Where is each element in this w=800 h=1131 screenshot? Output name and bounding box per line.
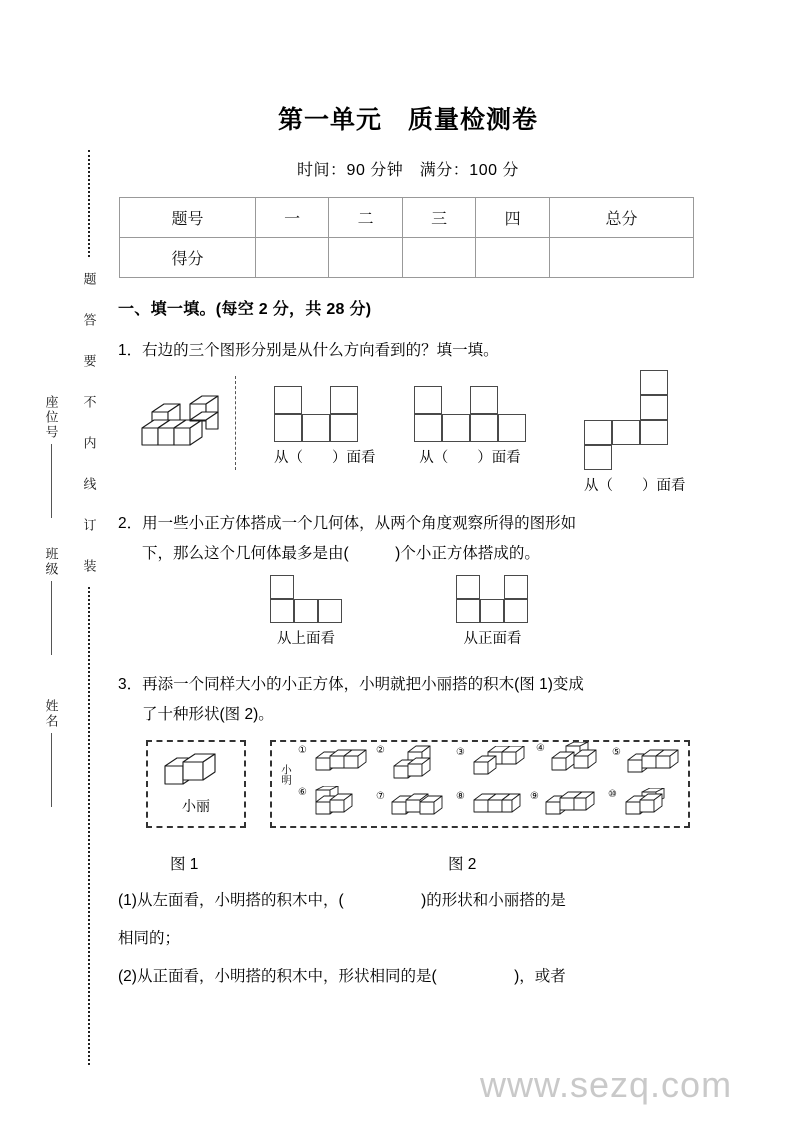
shape-item-6 bbox=[298, 786, 366, 824]
view-b-caption: 从（ ）面看 bbox=[419, 450, 521, 466]
shape-number-8: ⑧ bbox=[456, 791, 465, 802]
view-c bbox=[584, 370, 686, 495]
grid-cell bbox=[414, 414, 442, 442]
subquestion-1-line-1: (1)从左面看，小明搭的积木中，( )的形状和小丽搭的是 bbox=[118, 892, 566, 909]
shape-number-1: ① bbox=[298, 745, 307, 756]
shape-number-7: ⑦ bbox=[376, 791, 385, 802]
watermark: www.sezq.com bbox=[480, 1064, 733, 1105]
grid-cell bbox=[470, 386, 498, 414]
grid-cell bbox=[456, 575, 480, 599]
shape-item-5 bbox=[612, 746, 686, 780]
grid-cell bbox=[302, 414, 330, 442]
shape-item-10 bbox=[608, 788, 680, 822]
view-front bbox=[456, 575, 528, 648]
solid-3d-figure bbox=[138, 382, 233, 460]
shape-item-2 bbox=[376, 744, 444, 786]
grid-cell bbox=[274, 386, 302, 414]
shape-number-3: ③ bbox=[456, 747, 465, 758]
question-1-prompt: 右边的三个图形分别是从什么方向看到的？填一填。 bbox=[142, 342, 499, 359]
view-a-caption: 从（ ）面看 bbox=[274, 450, 376, 466]
view-b-grid bbox=[414, 386, 526, 442]
question-3-number: 3． bbox=[118, 676, 143, 693]
score-table-row-header: 题号 bbox=[120, 198, 256, 238]
score-table-col-header: 四 bbox=[476, 198, 550, 238]
shape-number-4: ④ bbox=[536, 743, 545, 754]
shape-item-7 bbox=[376, 790, 452, 822]
name-label: 姓名 bbox=[43, 699, 59, 729]
figure-1-caption: 图 1 bbox=[170, 856, 199, 873]
score-table-col-header: 一 bbox=[255, 198, 329, 238]
question-3-line-1 bbox=[118, 670, 698, 700]
page-title: 第一单元 质量检测卷 bbox=[277, 106, 538, 134]
shape-item-8 bbox=[456, 790, 526, 820]
question-2-figures bbox=[118, 575, 698, 653]
view-a bbox=[274, 386, 376, 467]
seal-char: 要 bbox=[80, 340, 99, 381]
question-3-text-1: 再添一个同样大小的小正方体，小明就把小丽搭的积木(图 1)变成 bbox=[142, 676, 584, 693]
score-cell[interactable] bbox=[476, 238, 550, 278]
grid-cell bbox=[330, 386, 358, 414]
question-2 bbox=[118, 509, 698, 569]
seal-char: 内 bbox=[80, 422, 99, 463]
figure-2-person-label: 小明 bbox=[280, 764, 292, 785]
score-table bbox=[119, 197, 694, 278]
question-1-figures bbox=[118, 374, 698, 492]
figure-2-caption: 图 2 bbox=[448, 856, 477, 873]
grid-cell bbox=[612, 420, 640, 445]
grid-cell bbox=[640, 370, 668, 395]
question-3-figures bbox=[118, 740, 698, 848]
view-top-grid bbox=[270, 575, 342, 623]
grid-cell bbox=[584, 445, 612, 470]
seal-line-text bbox=[74, 258, 104, 586]
shape-item-1 bbox=[298, 744, 374, 778]
question-3 bbox=[118, 670, 698, 730]
view-top-caption: 从上面看 bbox=[277, 631, 335, 647]
grid-cell bbox=[318, 599, 342, 623]
score-table-col-header: 二 bbox=[329, 198, 403, 238]
shape-item-4 bbox=[536, 742, 604, 782]
seat-number-field[interactable] bbox=[28, 395, 74, 518]
view-front-caption: 从正面看 bbox=[463, 631, 522, 647]
seal-char: 装 bbox=[80, 545, 99, 586]
grid-cell bbox=[442, 414, 470, 442]
score-table-col-header: 三 bbox=[402, 198, 476, 238]
seat-number-rule bbox=[51, 444, 52, 518]
seal-char: 答 bbox=[80, 299, 99, 340]
shape-number-5: ⑤ bbox=[612, 747, 621, 758]
name-field[interactable] bbox=[28, 699, 74, 807]
view-front-grid bbox=[456, 575, 528, 623]
figure-1-person-label: 小丽 bbox=[182, 798, 210, 814]
shape-number-6: ⑥ bbox=[298, 787, 307, 798]
score-table-col-header: 总分 bbox=[549, 198, 693, 238]
seal-char: 订 bbox=[80, 504, 99, 545]
question-1-text bbox=[118, 336, 698, 366]
class-label: 班级 bbox=[43, 547, 59, 577]
question-2-line-1 bbox=[118, 509, 698, 539]
seal-char: 题 bbox=[80, 258, 99, 299]
seal-char: 不 bbox=[80, 381, 99, 422]
exam-content bbox=[118, 0, 698, 996]
score-cell[interactable] bbox=[329, 238, 403, 278]
shape-number-9: ⑨ bbox=[530, 791, 539, 802]
grid-cell bbox=[640, 395, 668, 420]
question-2-line-2: 下，那么这个几何体最多是由( )个小正方体搭成的。 bbox=[142, 545, 540, 562]
question-2-text-1: 用一些小正方体搭成一个几何体，从两个角度观察所得的图形如 bbox=[142, 515, 577, 532]
view-c-grid bbox=[584, 370, 668, 470]
question-1-number: 1． bbox=[118, 342, 143, 359]
subquestion-2-line-1: (2)从正面看，小明搭的积木中，形状相同的是( )，或者 bbox=[118, 968, 566, 985]
margin-label-group bbox=[28, 395, 74, 845]
question-1 bbox=[118, 336, 698, 366]
question-3-line-2: 了十种形状(图 2)。 bbox=[142, 706, 274, 723]
view-b bbox=[414, 386, 526, 467]
grid-cell bbox=[270, 599, 294, 623]
view-c-caption: 从（ ）面看 bbox=[584, 478, 686, 494]
grid-cell bbox=[470, 414, 498, 442]
grid-cell bbox=[498, 414, 526, 442]
question-2-number: 2． bbox=[118, 515, 143, 532]
grid-cell bbox=[294, 599, 318, 623]
score-cell[interactable] bbox=[549, 238, 693, 278]
table-row bbox=[120, 238, 694, 278]
shape-number-10: ⑩ bbox=[608, 789, 617, 800]
grid-cell bbox=[584, 420, 612, 445]
score-cell[interactable] bbox=[255, 238, 329, 278]
grid-cell bbox=[456, 599, 480, 623]
grid-cell bbox=[504, 599, 528, 623]
grid-cell bbox=[414, 386, 442, 414]
table-row bbox=[120, 198, 694, 238]
grid-cell bbox=[480, 599, 504, 623]
grid-cell bbox=[274, 414, 302, 442]
name-rule bbox=[51, 733, 52, 807]
view-a-grid bbox=[274, 386, 358, 442]
shape-item-9 bbox=[530, 790, 602, 820]
shape-item-3 bbox=[456, 746, 528, 780]
view-top bbox=[270, 575, 342, 648]
seat-number-label: 座位号 bbox=[43, 395, 59, 440]
exam-subtitle: 时间：90 分钟 满分：100 分 bbox=[297, 162, 519, 179]
class-rule bbox=[51, 581, 52, 655]
score-cell[interactable] bbox=[402, 238, 476, 278]
shape-number-2: ② bbox=[376, 745, 385, 756]
grid-cell bbox=[330, 414, 358, 442]
seal-char: 线 bbox=[80, 463, 99, 504]
section-heading: 一、填一填。(每空 2 分，共 28 分) bbox=[118, 301, 372, 318]
class-field[interactable] bbox=[28, 547, 74, 655]
question-3-subquestions bbox=[118, 882, 698, 996]
figure-divider bbox=[235, 376, 236, 470]
grid-cell bbox=[270, 575, 294, 599]
score-table-row-header: 得分 bbox=[120, 238, 256, 278]
grid-cell bbox=[640, 420, 668, 445]
subquestion-1-line-2: 相同的； bbox=[118, 930, 181, 947]
grid-cell bbox=[504, 575, 528, 599]
figure-captions bbox=[118, 852, 698, 882]
